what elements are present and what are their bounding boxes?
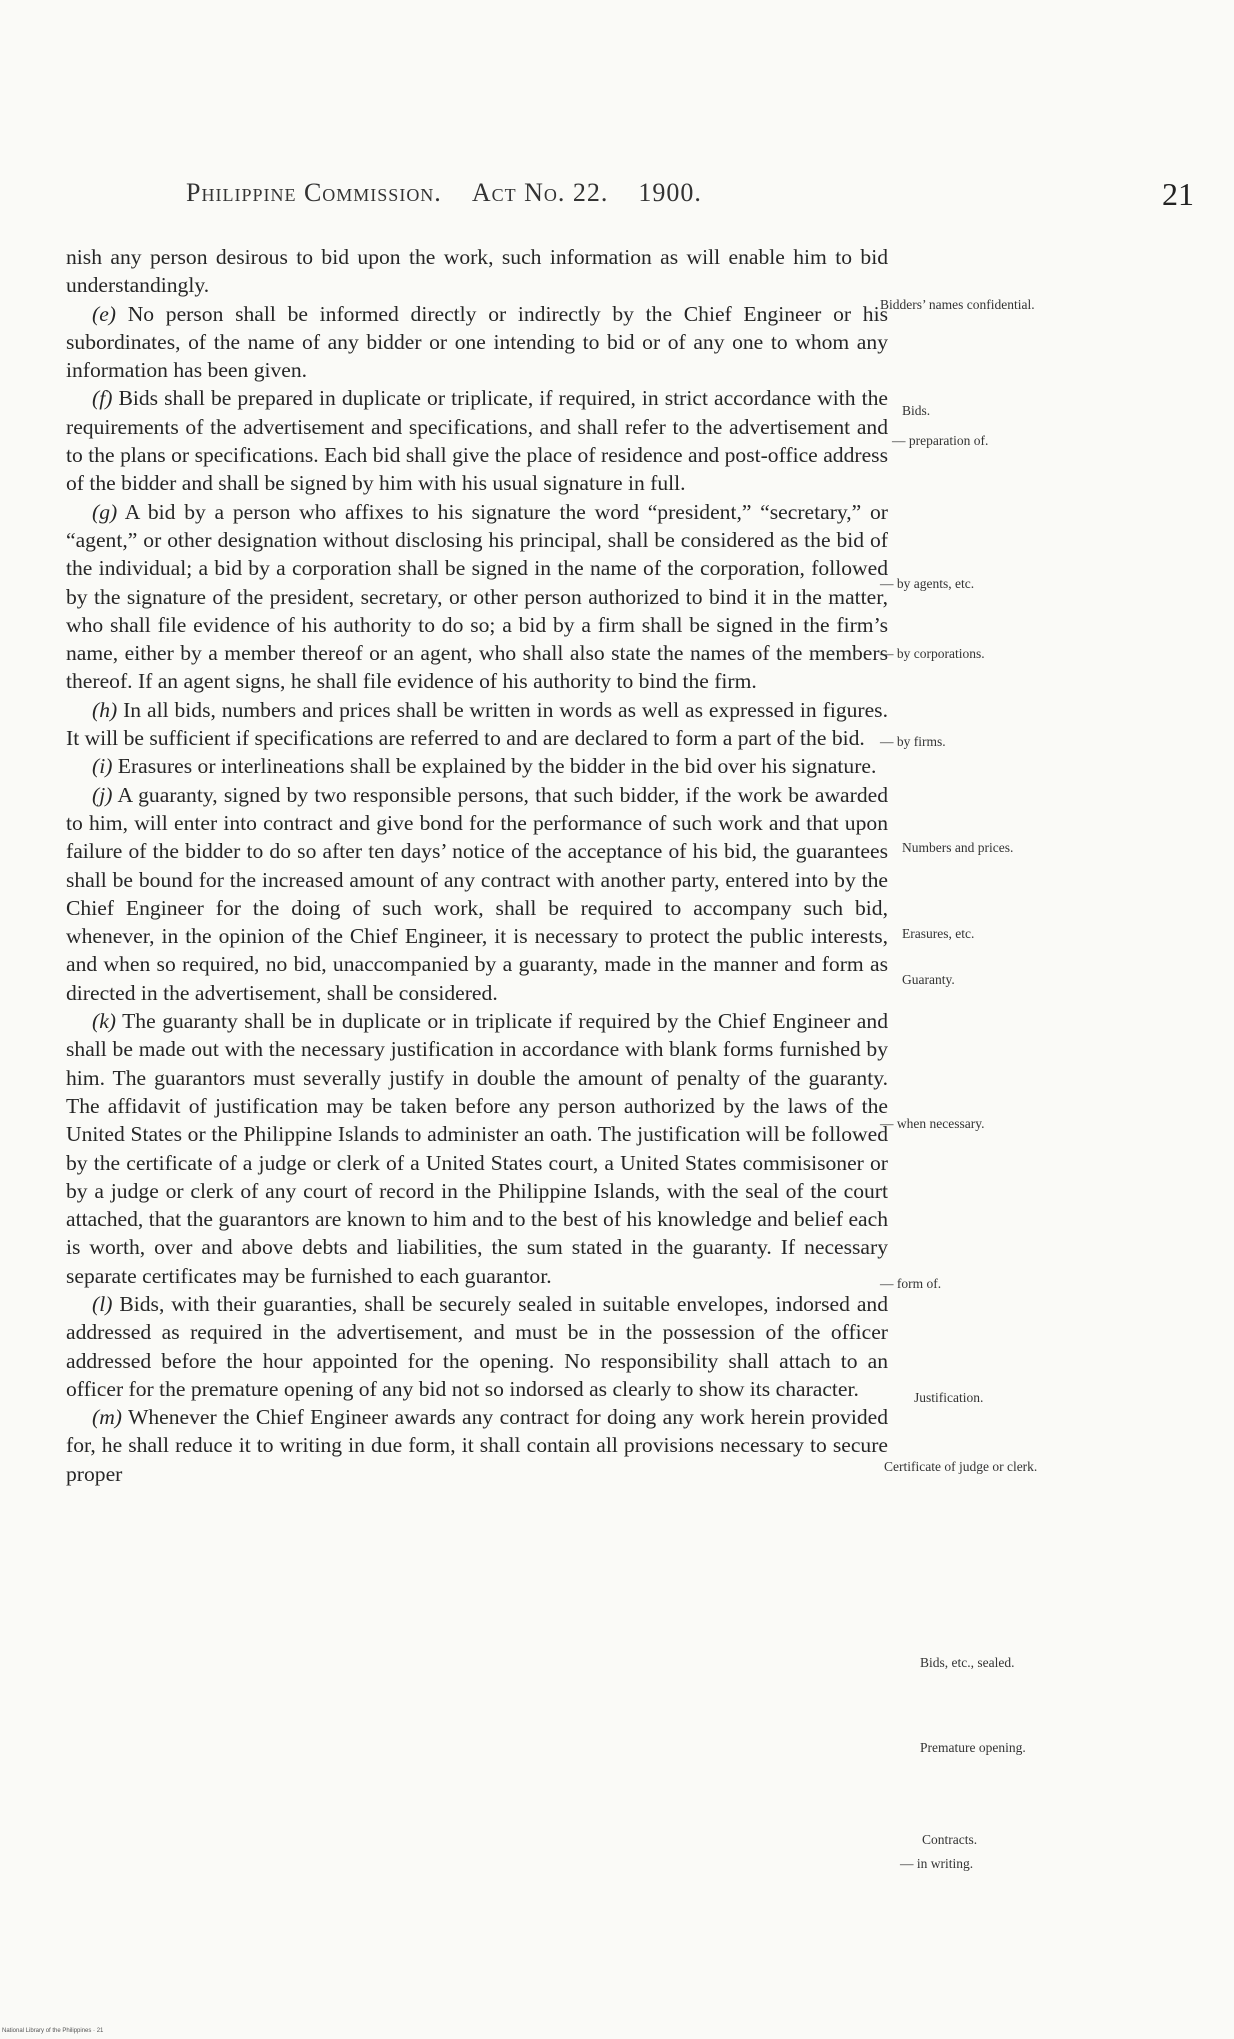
margin-note-premature: Premature opening.: [920, 1740, 1026, 1755]
margin-note-by-agents: — by agents, etc.: [880, 576, 975, 591]
paragraph-label: (g): [92, 499, 118, 524]
paragraph: [66, 243, 888, 300]
header-year: 1900.: [638, 178, 702, 207]
margin-note-numbers-prices: Numbers and prices.: [902, 840, 1014, 855]
paragraph-label: (m): [92, 1405, 122, 1430]
margin-note-certificate: Certificate of judge or clerk.: [884, 1459, 1038, 1474]
paragraph-label: (k): [92, 1009, 116, 1034]
margin-note-bids: Bids.: [902, 403, 931, 418]
margin-note-in-writing: — in writing.: [900, 1856, 974, 1871]
header-commission: Philippine Commission.: [186, 178, 442, 207]
paragraph-text: nish any person desirous to bid upon the work, such information as will enable him to bid understandingly.: [66, 245, 888, 298]
paragraph: [66, 1290, 888, 1403]
paragraph-label: (e): [92, 301, 116, 326]
margin-note-when-necessary: — when necessary.: [880, 1116, 985, 1131]
margin-note-guaranty: Guaranty.: [902, 972, 955, 987]
paragraph-label: (h): [92, 697, 118, 722]
paragraph-label: (j): [92, 782, 113, 807]
paragraph: [66, 752, 888, 780]
paragraph: [66, 300, 888, 385]
paragraph-text: In all bids, numbers and prices shall be written in words as well as expressed in figures. It will be sufficient if specifications are referred to and are declared to form a part of the bid.: [66, 697, 888, 751]
margin-note-by-firms: — by firms.: [880, 734, 946, 749]
body-text: [66, 243, 888, 1488]
scan-footer: National Library of the Philippines · 21: [2, 2028, 104, 2034]
paragraph-text: Whenever the Chief Engineer awards any contract for doing any work herein provided for, he shall reduce it to writing in due form, it shall contain all provisions necessary to secure proper: [66, 1405, 889, 1486]
margin-note-justification: Justification.: [914, 1390, 984, 1405]
paragraph: [66, 1403, 888, 1488]
paragraph-text: Erasures or interlineations shall be explained by the bidder in the bid over his signature.: [117, 754, 877, 779]
paragraph: [66, 1007, 888, 1290]
paragraph-text: Bids, with their guaranties, shall be securely sealed in suitable envelopes, indorsed and addressed as required in the advertisement, and must be in the possession of the officer addressed before the hour appointed for the opening. No responsibility shall attach to an officer for the premature opening of any bid not so indorsed as clearly to show its character.: [66, 1291, 889, 1401]
paragraph-label: (f): [92, 386, 113, 411]
paragraph-label: (l): [92, 1291, 113, 1316]
paragraph-text: Bids shall be prepared in duplicate or triplicate, if required, in strict accordance with the requirements of the advertisement and specifications, and shall refer to the advertisement and to the plans or specifications. Each bid shall give the place of residence and post-office address of the bidder and shall be signed by him with his usual signature in full.: [66, 386, 888, 496]
page-number: 21: [1162, 176, 1194, 212]
paragraph: [66, 498, 888, 696]
paragraph: [66, 781, 888, 1007]
margin-note-preparation: — preparation of.: [892, 433, 989, 448]
paragraph-text: A bid by a person who affixes to his signature the word “president,” “secretary,” or “agent,” or other designation without disclosing his principal, shall be considered as the bid of the individual; a bid by a corporation shall be signed in the name of the corporation, followed by the signature of the president, secretary, or other person authorized to bind it in the matter, who shall file evidence of his authority to do so; a bid by a firm shall be signed in the firm’s name, either by a member thereof or an agent, who shall also state the names of the members thereof. If an agent signs, he shall file evidence of his authority to bind the firm.: [66, 499, 888, 694]
margin-note-by-corporations: — by corporations.: [880, 646, 985, 661]
header-act: Act No. 22.: [471, 178, 609, 207]
paragraph-text: The guaranty shall be in duplicate or in triplicate if required by the Chief Engineer and shall be made out with the necessary justification in accordance with blank forms furnished by him. The guarantors must severally justify in double the amount of penalty of the guaranty. The affidavit of justification may be taken before any person authorized by the laws of the United States or the Philippine Islands to administer an oath. The justification will be followed by the certificate of a judge or clerk of a United States court, a United States commisisoner or by a judge or clerk of any court of record in the Philippine Islands, with the seal of the court attached, that the guarantors are known to him and to the best of his knowledge and belief each is worth, over and above debts and liabilities, the sum stated in the guaranty. If necessary separate certificates may be furnished to each guarantor.: [66, 1009, 888, 1288]
paragraph-text: A guaranty, signed by two responsible persons, that such bidder, if the work be awarded to him, will enter into contract and give bond for the performance of such work and that upon failure of the bidder to do so after ten days’ notice of the acceptance of his bid, the guarantees shall be bound for the increased amount of any contract with another party, entered into by the Chief Engineer for the doing of such work, shall be required to accompany such bid, whenever, in the opinion of the Chief Engineer, it is necessary to protect the public interests, and when so required, no bid, unaccompanied by a guaranty, made in the manner and form as directed in the advertisement, shall be considered.: [66, 782, 888, 1005]
margin-note-bidders-names: Bidders’ names confidential.: [880, 297, 1035, 312]
running-header: [186, 178, 702, 208]
paragraph-text: No person shall be informed directly or indirectly by the Chief Engineer or his subordinates, of the name of any bidder or one intending to bid or of any one to whom any information has been given.: [66, 301, 888, 383]
margin-note-contracts: Contracts.: [922, 1832, 978, 1847]
margin-note-erasures: Erasures, etc.: [902, 926, 975, 941]
paragraph-label: (i): [92, 754, 113, 779]
paragraph: [66, 384, 888, 497]
margin-note-form-of: — form of.: [880, 1276, 942, 1291]
paragraph: [66, 696, 888, 753]
margin-note-bids-sealed: Bids, etc., sealed.: [920, 1655, 1015, 1670]
